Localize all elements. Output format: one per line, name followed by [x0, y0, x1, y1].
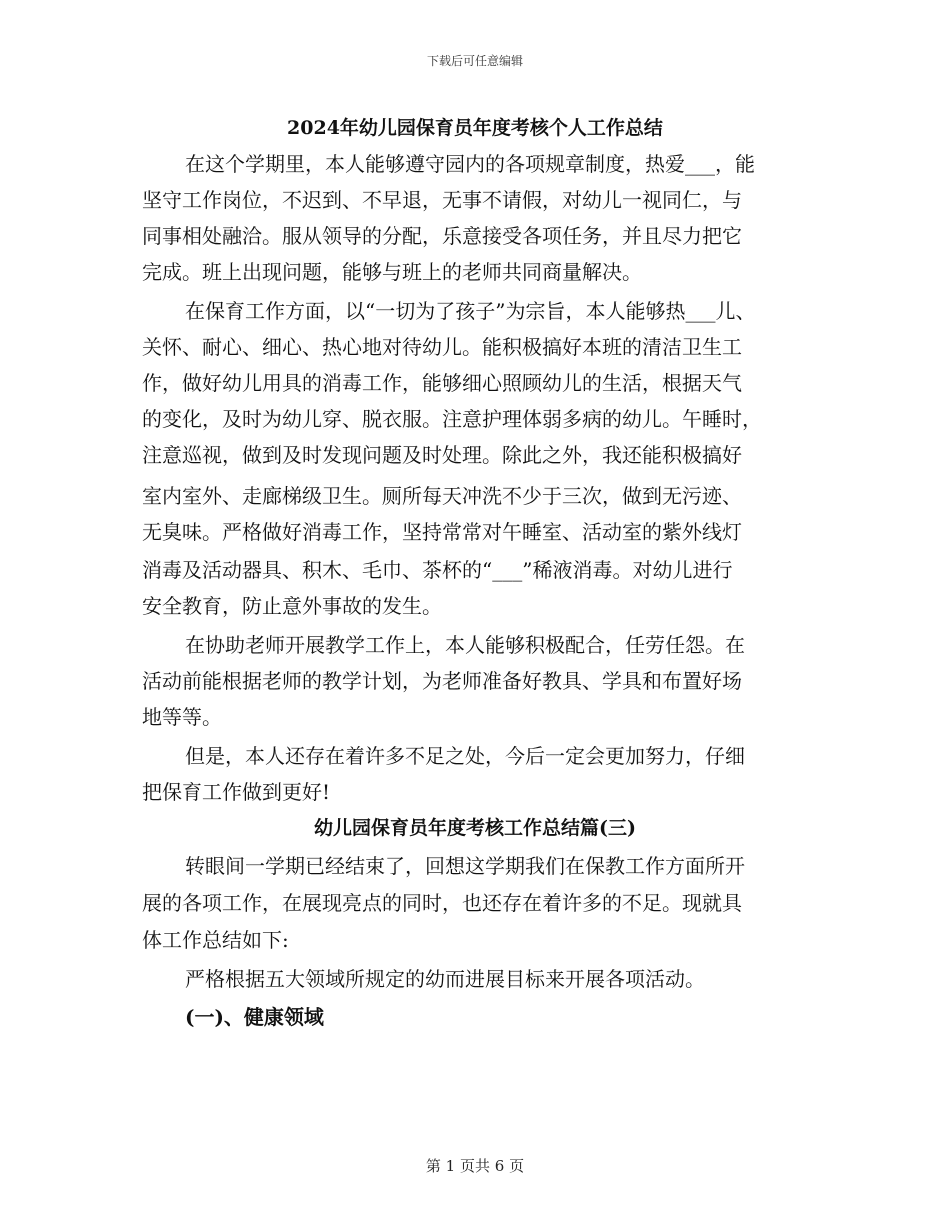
paragraph-line: 地等等。 — [142, 705, 222, 729]
page-footer: 第 1 页共 6 页 — [425, 1157, 525, 1175]
paragraph-line: 完成。班上出现问题，能够与班上的老师共同商量解决。 — [142, 260, 642, 284]
paragraph-line: 展的各项工作，在展现亮点的同时，也还存在着许多的不足。现就具 — [142, 891, 742, 915]
subheading-health: (一)、健康领域 — [185, 1005, 324, 1029]
paragraph-line: 的变化，及时为幼儿穿、脱衣服。注意护理体弱多病的幼儿。午睡时， — [142, 407, 762, 431]
paragraph-line: 关怀、耐心、细心、热心地对待幼儿。能积极搞好本班的清洁卫生工 — [142, 335, 742, 359]
paragraph-line: 同事相处融洽。服从领导的分配，乐意接受各项任务，并且尽力把它 — [142, 224, 742, 248]
paragraph-line: 体工作总结如下: — [142, 928, 289, 952]
paragraph-line: 但是，本人还存在着许多不足之处，今后一定会更加努力，仔细 — [185, 744, 745, 768]
paragraph-line: 在协助老师开展教学工作上，本人能够积极配合，任劳任怨。在 — [185, 633, 745, 657]
section-title: 幼儿园保育员年度考核工作总结篇(三) — [314, 817, 636, 839]
paragraph-line: 无臭味。严格做好消毒工作，坚持常常对午睡室、活动室的紫外线灯 — [142, 520, 742, 544]
paragraph-line: 在保育工作方面，以“一切为了孩子”为宗旨，本人能够热___儿、 — [185, 299, 756, 323]
paragraph-line: 坚守工作岗位，不迟到、不早退，无事不请假，对幼儿一视同仁，与 — [142, 188, 742, 212]
header-note: 下载后可任意编辑 — [426, 54, 523, 68]
document-title: 2024年幼儿园保育员年度考核个人工作总结 — [287, 117, 663, 139]
paragraph-line: 严格根据五大领域所规定的幼而进展目标来开展各项活动。 — [185, 967, 705, 991]
paragraph-line: 注意巡视，做到及时发现问题及时处理。除此之外，我还能积极搞好 — [142, 443, 742, 467]
paragraph-line: 把保育工作做到更好! — [142, 780, 331, 804]
paragraph-line: 转眼间一学期已经结束了，回想这学期我们在保教工作方面所开 — [185, 854, 745, 878]
paragraph-line: 室内室外、走廊梯级卫生。厕所每天冲洗不少于三次，做到无污迹、 — [142, 484, 742, 508]
paragraph-line: 作，做好幼儿用具的消毒工作，能够细心照顾幼儿的生活，根据天气 — [142, 371, 742, 395]
paragraph-line: 活动前能根据老师的教学计划，为老师准备好教具、学具和布置好场 — [142, 669, 742, 693]
paragraph-line: 消毒及活动器具、积木、毛巾、茶杯的“___”稀液消毒。对幼儿进行 — [142, 558, 733, 582]
paragraph-line: 安全教育，防止意外事故的发生。 — [142, 594, 442, 618]
paragraph-line: 在这个学期里，本人能够遵守园内的各项规章制度，热爱___，能 — [185, 152, 755, 176]
